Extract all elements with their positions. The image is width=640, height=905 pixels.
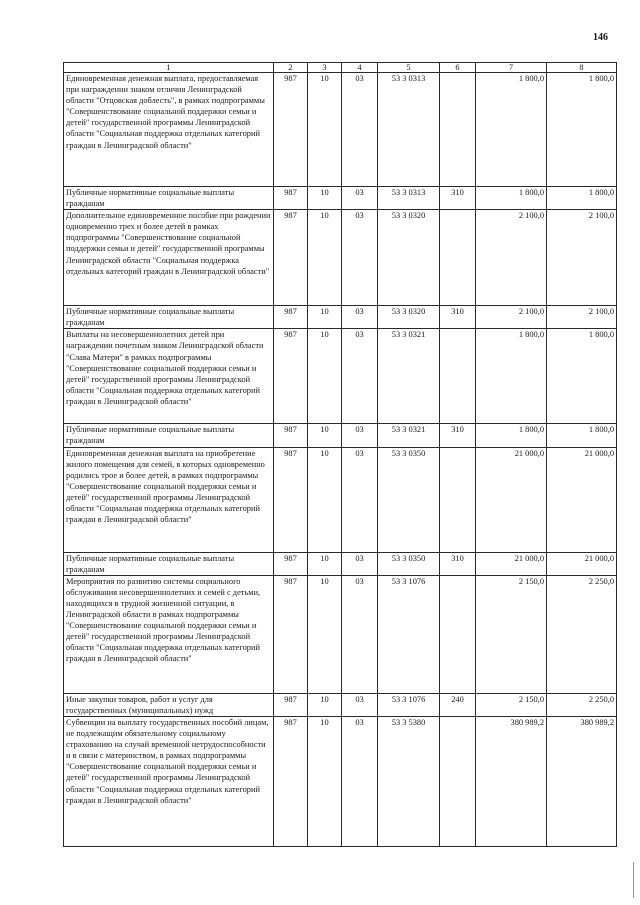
cell-amount-col8: 2 250,0 [547, 693, 617, 716]
cell-target-article: 53 3 0313 [378, 187, 440, 210]
cell-expense-type [440, 447, 476, 552]
cell-target-article: 53 3 0320 [378, 306, 440, 329]
cell-amount-col8: 21 000,0 [547, 447, 617, 552]
cell-amount-col8: 1 800,0 [547, 424, 617, 447]
cell-target-article: 53 3 0320 [378, 210, 440, 306]
cell-ministry: 987 [274, 73, 308, 187]
column-header: 8 [547, 63, 617, 73]
cell-amount-col7: 1 800,0 [476, 424, 547, 447]
row-name: Публичные нормативные социальные выплаты гражданам [64, 306, 274, 329]
cell-subsection: 03 [342, 424, 378, 447]
cell-expense-type [440, 716, 476, 846]
row-name: Мероприятия по развитию системы социального обслуживания несовершеннолетних и семей с детьми, находящихся в трудной жизненной ситуации, в Ленинградской области в рамках подпрограммы "Совершенствование социальной поддержки семьи и детей" государственной программы Ленинградской области "Социальная поддержка отдельных категорий граждан в Ленинградской области" [64, 575, 274, 693]
cell-section: 10 [308, 693, 342, 716]
cell-ministry: 987 [274, 187, 308, 210]
table-row [64, 552, 617, 575]
scan-edge-mark [633, 862, 634, 898]
column-header: 7 [476, 63, 547, 73]
cell-target-article: 53 3 0350 [378, 552, 440, 575]
row-name: Единовременная денежная выплата на приобретение жилого помещения для семей, в которых одновременно родились трое и более детей, в рамках подпрограммы "Совершенствование социальной поддержки семьи и детей" государственной программы Ленинградской области "Социальная поддержка отдельных категорий граждан в Ленинградской области" [64, 447, 274, 552]
cell-subsection: 03 [342, 575, 378, 693]
row-name: Иные закупки товаров, работ и услуг для государственных (муниципальных) нужд [64, 693, 274, 716]
row-name: Выплаты на несовершеннолетних детей при награждении почетным знаком Ленинградской области "Слава Матери" в рамках подпрограммы "Совершенствование социальной поддержки семьи и детей" государственной программы Ленинградской области "Социальная поддержка отдельных категорий граждан в Ленинградской области" [64, 329, 274, 424]
cell-expense-type [440, 210, 476, 306]
cell-ministry: 987 [274, 329, 308, 424]
column-header: 3 [308, 63, 342, 73]
cell-target-article: 53 3 0313 [378, 73, 440, 187]
budget-table [63, 62, 617, 847]
cell-ministry: 987 [274, 424, 308, 447]
cell-ministry: 987 [274, 210, 308, 306]
column-header: 6 [440, 63, 476, 73]
table-row [64, 329, 617, 424]
cell-ministry: 987 [274, 693, 308, 716]
cell-target-article: 53 3 1076 [378, 575, 440, 693]
cell-amount-col7: 1 800,0 [476, 73, 547, 187]
table-row [64, 73, 617, 187]
cell-amount-col7: 2 150,0 [476, 575, 547, 693]
column-header: 1 [64, 63, 274, 73]
cell-amount-col8: 21 000,0 [547, 552, 617, 575]
cell-amount-col8: 1 800,0 [547, 187, 617, 210]
cell-ministry: 987 [274, 716, 308, 846]
row-name: Публичные нормативные социальные выплаты гражданам [64, 187, 274, 210]
cell-amount-col7: 21 000,0 [476, 552, 547, 575]
cell-section: 10 [308, 329, 342, 424]
cell-expense-type: 310 [440, 552, 476, 575]
table-row [64, 693, 617, 716]
cell-amount-col8: 1 800,0 [547, 329, 617, 424]
cell-amount-col7: 380 989,2 [476, 716, 547, 846]
cell-subsection: 03 [342, 716, 378, 846]
cell-section: 10 [308, 716, 342, 846]
cell-subsection: 03 [342, 552, 378, 575]
cell-target-article: 53 3 1076 [378, 693, 440, 716]
cell-target-article: 53 3 5380 [378, 716, 440, 846]
cell-ministry: 987 [274, 552, 308, 575]
cell-subsection: 03 [342, 306, 378, 329]
table-row [64, 187, 617, 210]
cell-amount-col7: 2 150,0 [476, 693, 547, 716]
cell-target-article: 53 3 0321 [378, 424, 440, 447]
cell-section: 10 [308, 73, 342, 187]
table-row [64, 210, 617, 306]
cell-subsection: 03 [342, 187, 378, 210]
table-row [64, 424, 617, 447]
cell-expense-type: 310 [440, 424, 476, 447]
cell-subsection: 03 [342, 73, 378, 187]
column-header: 4 [342, 63, 378, 73]
row-name: Единовременная денежная выплата, предоставляемая при награждении знаком отличия Ленинградской области "Отцовская доблесть", в рамках подпрограммы "Совершенствование социальной поддержки семьи и детей" государственной программы Ленинградской области "Социальная поддержка отдельных категорий граждан в Ленинградской области" [64, 73, 274, 187]
cell-amount-col8: 380 989,2 [547, 716, 617, 846]
cell-ministry: 987 [274, 447, 308, 552]
table-row [64, 306, 617, 329]
cell-expense-type [440, 329, 476, 424]
cell-expense-type: 240 [440, 693, 476, 716]
cell-section: 10 [308, 306, 342, 329]
cell-ministry: 987 [274, 306, 308, 329]
cell-expense-type: 310 [440, 187, 476, 210]
cell-subsection: 03 [342, 210, 378, 306]
cell-expense-type [440, 575, 476, 693]
cell-section: 10 [308, 552, 342, 575]
cell-section: 10 [308, 187, 342, 210]
cell-subsection: 03 [342, 693, 378, 716]
row-name: Субвенции на выплату государственных пособий лицам, не подлежащим обязательному социальному страхованию на случай временной нетрудоспособности и в связи с материнством, в рамках подпрограммы "Совершенствование социальной поддержки семьи и детей" государственной программы Ленинградской области "Социальная поддержка отдельных категорий граждан в Ленинградской области" [64, 716, 274, 846]
column-number-row [64, 63, 617, 73]
table-row [64, 716, 617, 846]
cell-amount-col7: 1 800,0 [476, 329, 547, 424]
cell-ministry: 987 [274, 575, 308, 693]
cell-expense-type: 310 [440, 306, 476, 329]
row-name: Дополнительное единовременное пособие при рождении одновременно трех и более детей в рамках подпрограммы "Совершенствование социальной поддержки семьи и детей" государственной программы Ленинградской области "Социальная поддержка отдельных категорий граждан в Ленинградской области" [64, 210, 274, 306]
row-name: Публичные нормативные социальные выплаты гражданам [64, 424, 274, 447]
cell-target-article: 53 3 0350 [378, 447, 440, 552]
cell-target-article: 53 3 0321 [378, 329, 440, 424]
table-row [64, 447, 617, 552]
row-name: Публичные нормативные социальные выплаты гражданам [64, 552, 274, 575]
cell-amount-col7: 2 100,0 [476, 306, 547, 329]
cell-section: 10 [308, 575, 342, 693]
cell-section: 10 [308, 447, 342, 552]
cell-expense-type [440, 73, 476, 187]
cell-amount-col7: 2 100,0 [476, 210, 547, 306]
cell-amount-col8: 1 800,0 [547, 73, 617, 187]
cell-section: 10 [308, 424, 342, 447]
cell-amount-col8: 2 100,0 [547, 306, 617, 329]
table-row [64, 575, 617, 693]
cell-section: 10 [308, 210, 342, 306]
cell-subsection: 03 [342, 329, 378, 424]
page-number: 146 [593, 32, 608, 43]
column-header: 2 [274, 63, 308, 73]
cell-amount-col7: 1 800,0 [476, 187, 547, 210]
cell-amount-col8: 2 250,0 [547, 575, 617, 693]
cell-subsection: 03 [342, 447, 378, 552]
cell-amount-col7: 21 000,0 [476, 447, 547, 552]
cell-amount-col8: 2 100,0 [547, 210, 617, 306]
column-header: 5 [378, 63, 440, 73]
